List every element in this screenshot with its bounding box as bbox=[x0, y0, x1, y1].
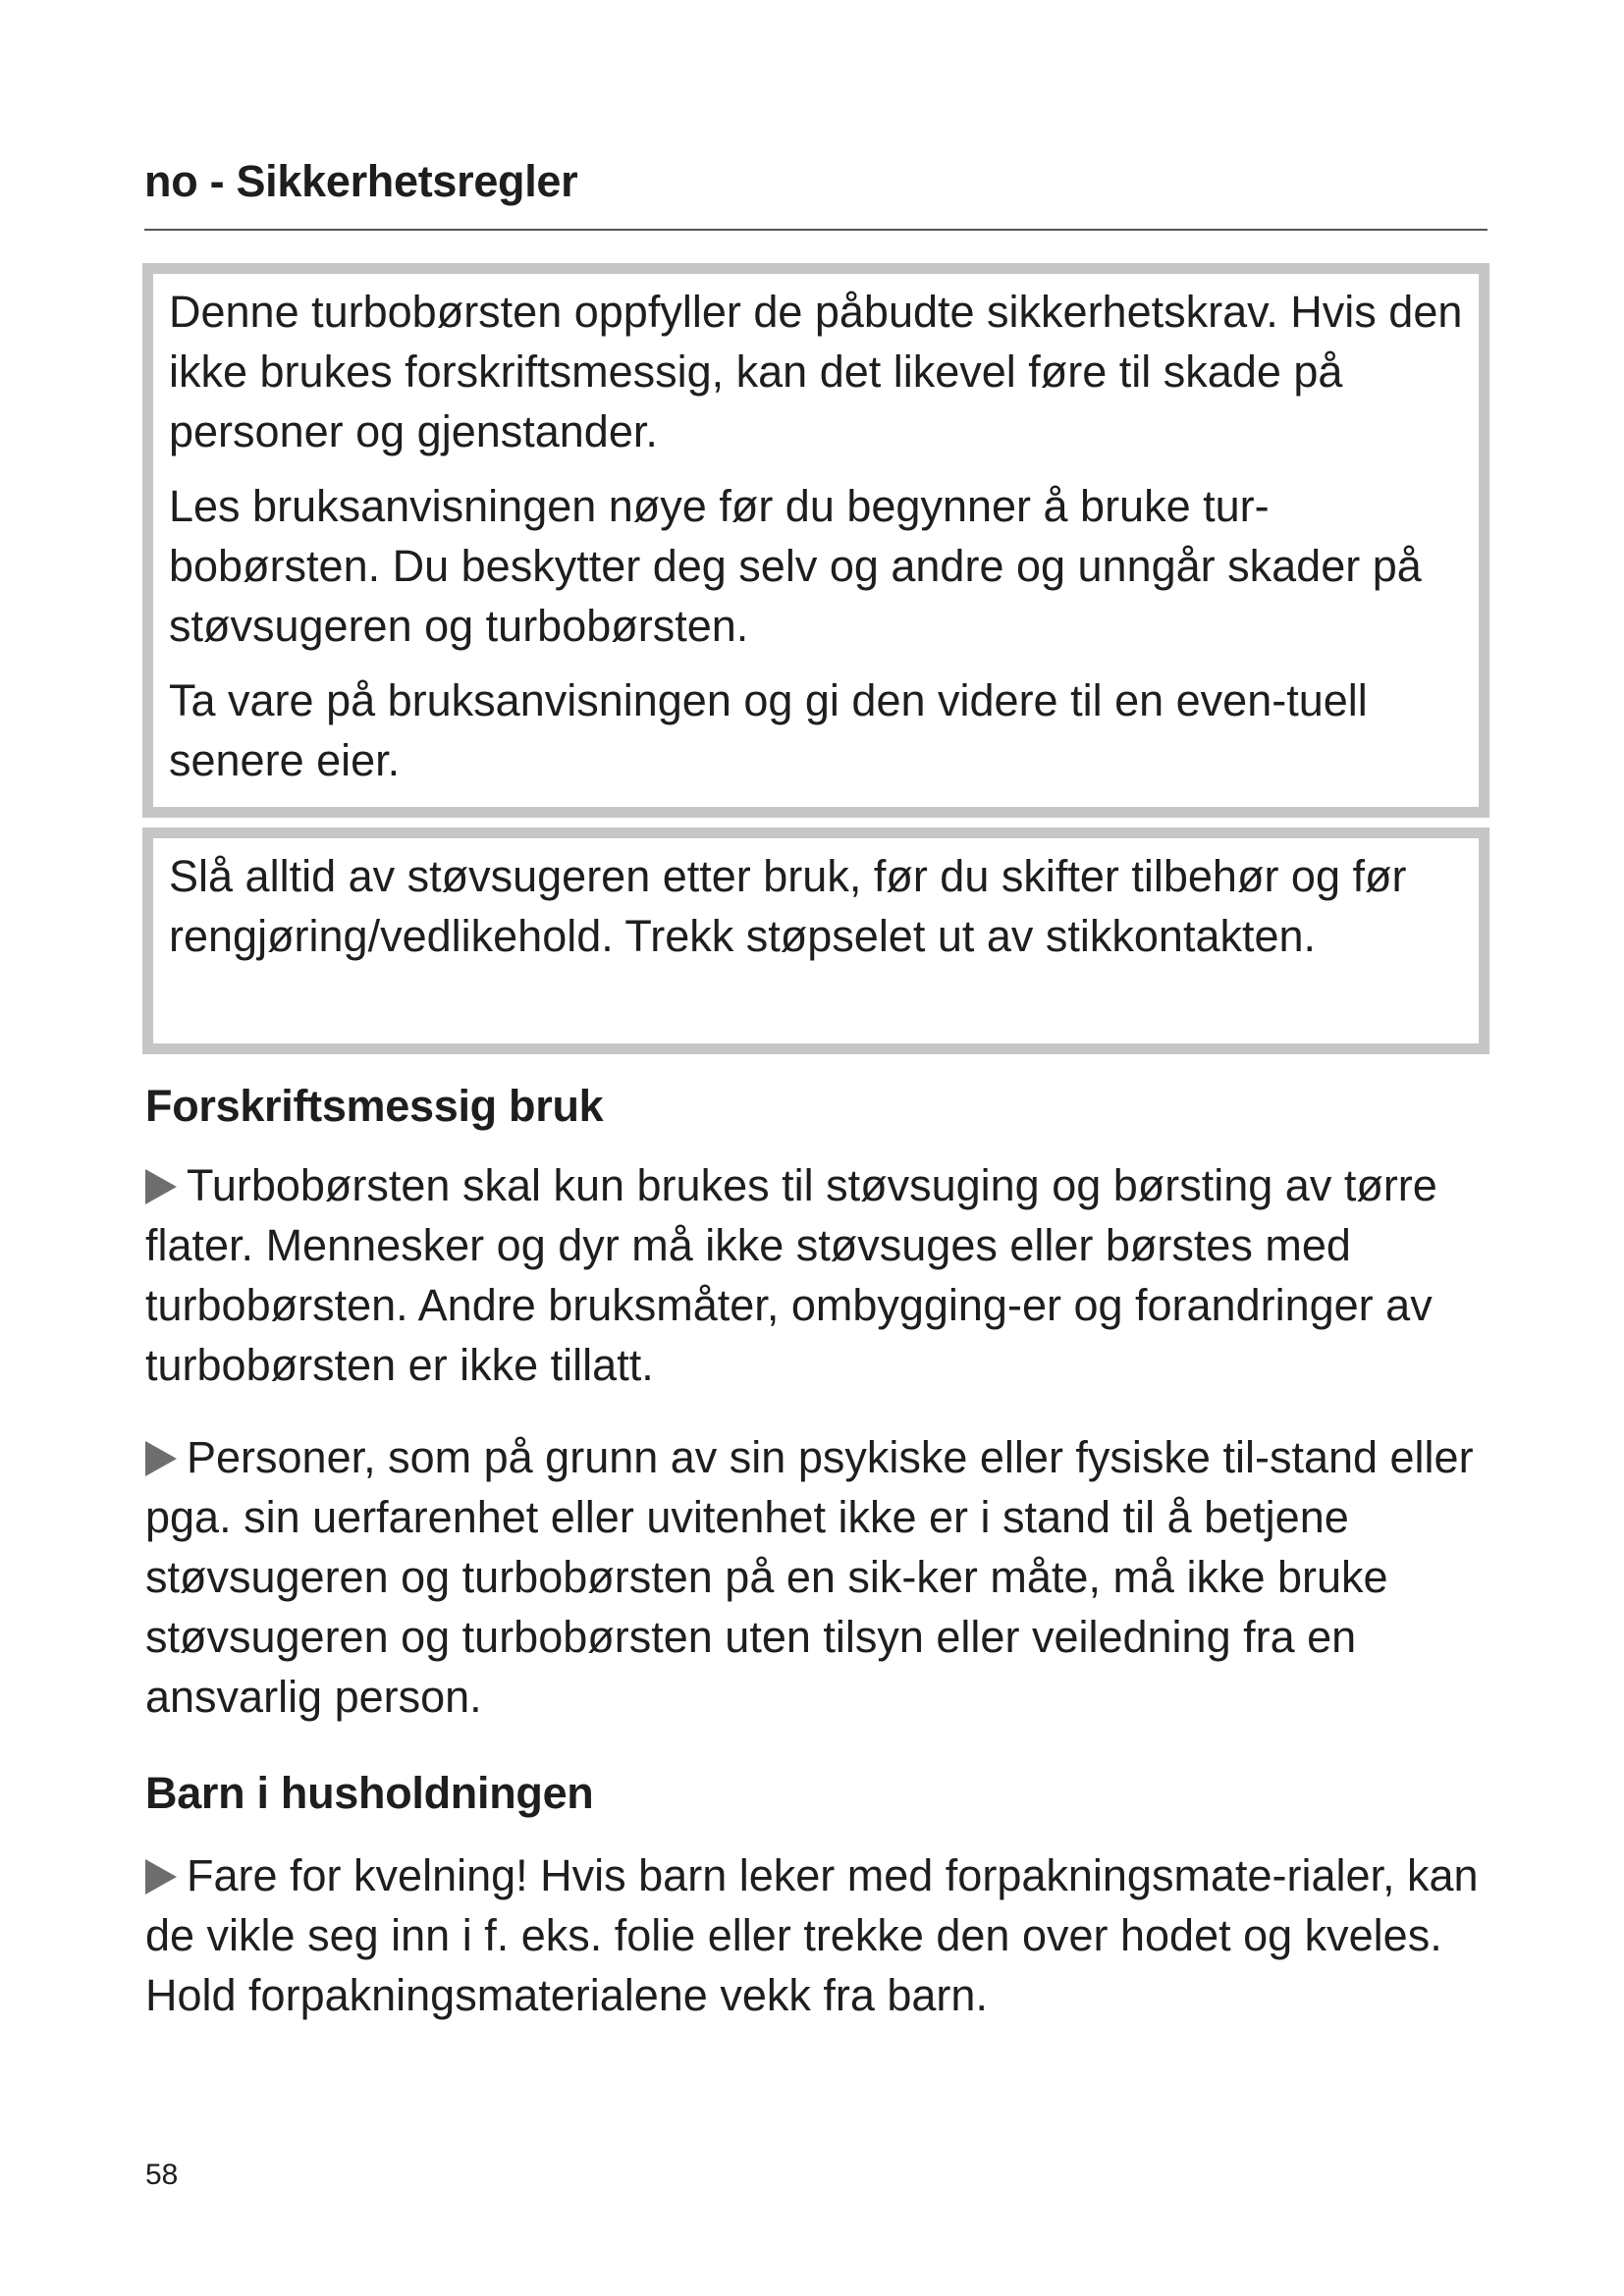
section-heading-children: Barn i husholdningen bbox=[145, 1768, 594, 1818]
bullet-item bbox=[145, 1155, 1495, 1395]
warning-paragraph: Ta vare på bruksanvisningen og gi den videre til en even-tuell senere eier. bbox=[169, 675, 1368, 785]
triangle-bullet-icon bbox=[145, 1169, 177, 1204]
page-title: no - Sikkerhetsregler bbox=[144, 156, 578, 206]
safety-warning-box bbox=[142, 263, 1489, 818]
page-header bbox=[144, 155, 1488, 231]
warning-paragraph: Les bruksanvisningen nøye før du begynner å bruke tur-bobørsten. Du beskytter deg selv og andre og unngår skader på støvsugeren og turbobørsten. bbox=[169, 481, 1422, 651]
bullet-item bbox=[145, 1427, 1495, 1727]
bullet-item bbox=[145, 1845, 1495, 2025]
bullet-text: Personer, som på grunn av sin psykiske eller fysiske til-stand eller pga. sin uerfarenhet eller uvitenhet ikke er i stand til å betjene støvsugeren og turbobørsten på en sik-ker måte, må ikke bruke støvsugeren og turbobørsten uten tilsyn eller veiledning fra en ansvarlig person. bbox=[145, 1432, 1474, 1722]
unplug-warning-box bbox=[142, 828, 1489, 1054]
triangle-bullet-icon bbox=[145, 1441, 177, 1476]
warning-paragraph: Slå alltid av støvsugeren etter bruk, før du skifter tilbehør og før rengjøring/vedlikehold. Trekk støpselet ut av stikkontakten. bbox=[169, 851, 1407, 961]
triangle-bullet-icon bbox=[145, 1859, 177, 1895]
warning-paragraph: Denne turbobørsten oppfyller de påbudte sikkerhetskrav. Hvis den ikke brukes forskriftsmessig, kan det likevel føre til skade på personer og gjenstander. bbox=[169, 287, 1463, 456]
bullet-text: Fare for kvelning! Hvis barn leker med forpakningsmate-rialer, kan de vikle seg inn i f. eks. folie eller trekke den over hodet og kveles. Hold forpakningsmaterialene vekk fra barn. bbox=[145, 1850, 1479, 2020]
page-number: 58 bbox=[145, 2159, 179, 2191]
section-heading-intended-use: Forskriftsmessig bruk bbox=[145, 1081, 604, 1131]
bullet-text: Turbobørsten skal kun brukes til støvsuging og børsting av tørre flater. Mennesker og dyr må ikke støvsuges eller børstes med turbobørsten. Andre bruksmåter, ombygging-er og forandringer av turbobørsten er ikke tillatt. bbox=[145, 1160, 1437, 1390]
